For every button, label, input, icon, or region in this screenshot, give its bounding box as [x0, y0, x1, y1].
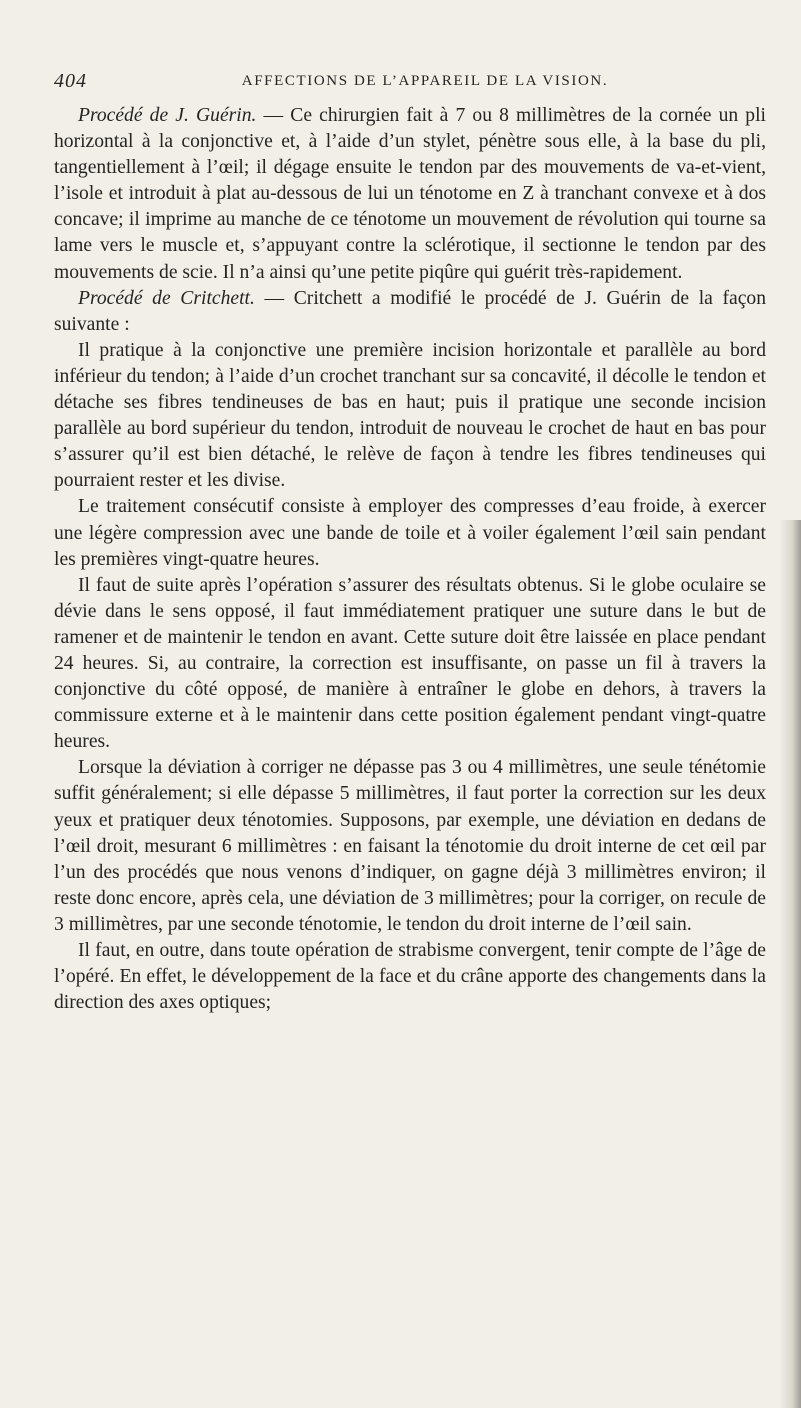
paragraph-text: Il pratique à la conjonctive une première incision horizontale et parallèle au bord inférieur du tendon; à l’aide d’un crochet tranchant sur sa concavité, il décolle le tendon et détache ses fibres tendineuses de bas en haut; puis il pratique une seconde incision parallèle au bord supérieur du tendon, introduit de nouveau le crochet de haut en bas pour s’assurer qu’il est bien détaché, le relève de façon à tendre les fibres tendineuses qui pourraient rester et les divise. [54, 339, 766, 492]
procedure-heading-critchett: Procédé de Critchett. [78, 287, 255, 309]
paragraph-critchett [54, 286, 766, 338]
paragraph-conjunctiva-incision [54, 338, 766, 495]
page-header [54, 70, 766, 100]
paragraph-text: — Ce chirurgien fait à 7 ou 8 millimètres de la cornée un pli horizontal à la conjonctive et, à l’aide d’un stylet, pénètre sous elle, à la base du pli, tangentiellement à l’œil; il dégage ensuite le tendon par des mouvements de va-et-vient, l’isole et introduit à plat au-dessous de lui un ténotome en Z à tranchant convexe et à dos concave; il imprime au manche de ce ténotome un mouvement de révolution qui tourne sa lame vers le muscle et, s’appuyant contre la sclérotique, il sectionne le tendon par des mouvements de scie. Il n’a ainsi qu’une petite piqûre qui guérit très-rapidement. [54, 105, 766, 283]
paragraph-text: Lorsque la déviation à corriger ne dépasse pas 3 ou 4 millimètres, une seule ténétomie suffit généralement; si elle dépasse 5 millimètres, il faut porter la correction sur les deux yeux et pratiquer deux ténotomies. Supposons, par exemple, une déviation en dedans de l’œil droit, mesurant 6 millimètres : en faisant la ténotomie du droit interne de cet œil par l’un des procédés que nous venons d’indiquer, on gagne déjà 3 millimètres environ; il reste donc encore, après cela, une déviation de 3 millimètres; pour la corriger, on recule de 3 millimètres, par une seconde ténotomie, le tendon du droit interne de l’œil sain. [54, 757, 766, 935]
paragraph-guerin [54, 103, 766, 286]
running-head: AFFECTIONS DE L’APPAREIL DE LA VISION. [241, 73, 609, 89]
paragraph-text: — Critchett a modifié le procédé de J. Guérin de la façon suivante : [54, 287, 766, 335]
page-edge-shadow [779, 520, 801, 1408]
paragraph-text: Le traitement consécutif consiste à employer des compresses d’eau froide, à exercer une légère compression avec une bande de toile et à voiler également l’œil sain pendant les premières vingt-quatre heures. [54, 496, 766, 570]
procedure-heading-guerin: Procédé de J. Guérin. [78, 105, 257, 126]
paragraph-results [54, 573, 766, 756]
paragraph-deviation [54, 755, 766, 938]
page-body [54, 103, 766, 1016]
paragraph-age [54, 938, 766, 1016]
paragraph-text: Il faut, en outre, dans toute opération de strabisme convergent, tenir compte de l’âge de l’opéré. En effet, le développement de la face et du crâne apporte des changements dans la direction des axes optiques; [54, 940, 766, 1014]
paragraph-treatment [54, 494, 766, 572]
paragraph-text: Il faut de suite après l’opération s’assurer des résultats obtenus. Si le globe oculaire se dévie dans le sens opposé, il faut immédiatement pratiquer une suture dans le but de ramener et de maintenir le tendon en avant. Cette suture doit être laissée en place pendant 24 heures. Si, au contraire, la correction est insuffisante, on passe un fil à travers la conjonctive du côté opposé, de manière à entraîner le globe en dehors, à travers la commissure externe et à le maintenir dans cette position également pendant vingt-quatre heures. [54, 574, 766, 753]
page-number: 404 [54, 70, 87, 92]
